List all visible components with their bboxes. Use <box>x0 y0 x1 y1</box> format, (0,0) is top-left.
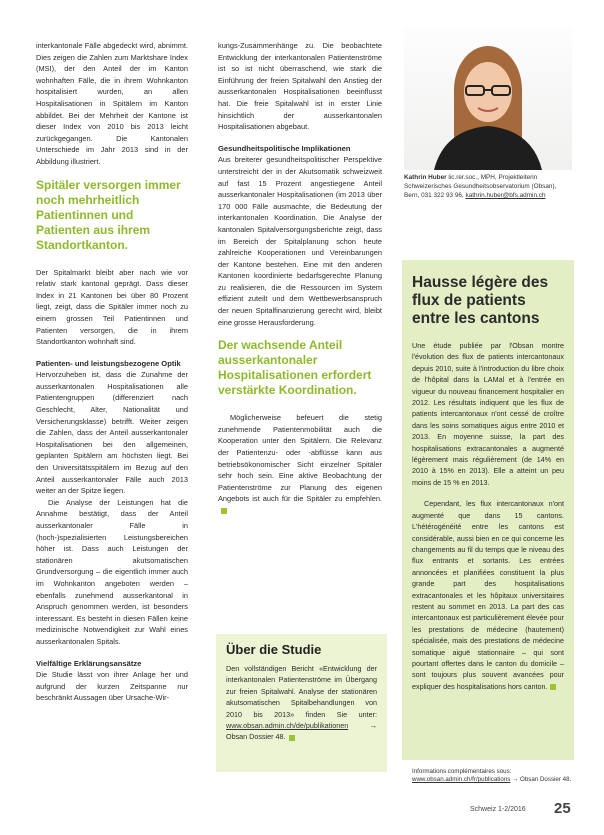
body-paragraph: Aus breiterer gesundheitspolitischer Perspektive unterstreicht der in der Akutsomatik schweizweit auf fast 15 Prozent angestiegene Anteil ausserkantonaler Hospitalisationen (im 2013 über 170 000 Fälle ausmachte, die Bedeutung der interkantonalen Koordination. Die Analyse der kantonalen Spitalversorgungsberichte zeigt, dass im Bereich der Spitalplanung schon heute zahlreiche Kooperationen und Vereinbarungen der Kantone bestehen. Eine mit den anderen Kantonen koordinierte bedarfsgerechte Planung zu realisieren, die die Ressourcen im System effizient zuteilt und dem Wettbewerbsanspruch der neuen Spitalfinanzierung gerecht wird, bleibt eine grosse Herausforderung. <box>218 155 382 327</box>
section-heading: Vielfältige Erklärungsansätze <box>36 658 142 668</box>
author-name: Kathrin Huber <box>404 174 447 181</box>
end-mark-icon <box>221 508 227 514</box>
body-text: Möglicherweise befeuert die stetig zunehmende Patientenmobilität auch die Kooperation unter den Spitälern. Die Relevanz der Patientenzu- oder -abflüsse kann aus betriebsökonomischer Sicht einzelner Spitäler sehr hoch sein. Eine aktive Beobachtung der Patientenströme zur Planung des eigenen Angebots ist auch für die Spitäler zu empfehlen. <box>218 413 382 504</box>
body-paragraph: interkantonale Fälle abgedeckt wird, abnimmt. Dies zeigen die Zahlen zum Marktshare Index (MSI), der den Anteil der im Kanton wohnhaften Fälle, die in ihrem Wohnkanton hospitalisiert wurden, an allen Hospitalisationen in Spitälern im Kanton abbildet. Bei der Mehrheit der Kantone ist dieser Index von 2010 bis 2013 leicht zurückgegangen. Die Kantonalen Unterschiede im Jahr 2013 sind in der Abbildung illustriert. <box>36 41 188 166</box>
section-heading: Gesundheitspolitische Implikationen <box>218 143 351 153</box>
study-text: Den vollständigen Bericht «Entwicklung der interkantonalen Patientenströme im Übergang zur freien Spitalwahl. Analyse der stationären akutsomatischen Spitalbehandlungen von 2010 bis 2013» finden Sie unter: <box>226 664 377 719</box>
section-heading: Patienten- und leistungsbezogene Optik <box>36 358 181 368</box>
pull-quote: Spitäler versorgen immer noch mehrheitlich Patientinnen und Patienten aus ihrem Standortkanton. <box>36 177 181 252</box>
source-note <box>412 768 572 785</box>
body-paragraph: Die Studie lässt von ihrer Anlage her und aufgrund der kurzen Zeitspanne nur beschränkt Aussagen über Ursache-Wir- <box>36 670 188 703</box>
column-1 <box>36 40 188 714</box>
study-info-box <box>216 634 387 772</box>
french-summary-box <box>402 260 574 760</box>
body-paragraph: Der Spitalmarkt bleibt aber nach wie vor relativ stark kantonal geprägt. Dass dieser Index in 21 Kantonen bei über 80 Prozent liegt, zeigt, dass die Spitäler immer noch zu einem grossen Teil Patientinnen und Patienten versorgen, die in ihrem Standortkanton wohnhaft sind. <box>36 267 188 347</box>
page-number: 25 <box>554 800 571 817</box>
author-details: lic.rer.soc., MPH, Projektleiterin Schweizerisches Gesundheitsobservatorium (Obsan), Bern, <box>404 174 557 199</box>
study-text-end: → Obsan Dossier 48. <box>226 721 377 742</box>
pull-quote: Der wachsende Anteil ausserkantonaler Hospitalisationen erfordert verstärkte Koordination. <box>218 338 372 398</box>
body-paragraph: Hervorzuheben ist, dass die Zunahme der ausserkantonalen Hospitalisationen alle Patientengruppen (differenziert nach Geschlecht, Alter, Nationalität und Versicherungsklasse) betrifft. Weiter zeigen die Zahlen, dass der Anteil ausserkantonaler Hospitalisationen bei den allgemeinen, geplanten Spitälern am höchsten liegt. Bei den Universitätsspitälern im Bezug auf den Anteil ausserkantonaler Fälle auch 2013 weiter an der Spitze liegen. <box>36 370 188 496</box>
author-portrait <box>404 28 572 170</box>
study-box-text <box>226 663 377 743</box>
body-paragraph: kungs-Zusammenhänge zu. Die beobachtete Entwicklung der interkantonalen Patientenströme ist so ist nicht überraschend, wie stark die Einführung der freien Spitalwahl den Anstieg der ausserkantonalen Hospitalisationen beeinflusst hat. Die freie Spitalwahl ist in erster Linie hinsichtlich der ausserkantonalen Hospitalisationen abgebaut. <box>218 41 382 132</box>
end-mark-icon <box>289 735 295 741</box>
french-box-title: Hausse légère des flux de patients entre les cantons <box>412 274 549 327</box>
french-paragraph: Une étude publiée par l'Obsan montre l'évolution des flux de patients intercantonaux depuis 2010, suite à l'introduction du libre choix de l'hôpital dans la LAMal et à l'entrée en vigueur du nouveau financement hospitalier en 2012. Les résultats indiquent que les flux de patients intercantonaux n'ont cessé de croître dans les soins somatiques aigus entre 2010 et 2013. En moyenne suisse, la part des hospitalisations extracantonales a augmenté légèrement mais régulièrement (de 14% en 2010 à 15% en 2013). Elle a atteint un peu moins de 15 % en 2013. <box>412 341 564 487</box>
portrait-image <box>404 28 572 170</box>
portrait-caption <box>404 174 572 200</box>
source-text: Informations complémentaires sous: <box>412 768 512 775</box>
french-text: Cependant, les flux intercantonaux n'ont augmenté que dans 15 cantons. L'hétérogénéité entre les cantons est considérable, aussi bien en ce qui concerne les changements au fil du temps que le niveau des flux entrants et sortants. Les entrées annoncées et planifiées constituent la plus grande part des hospitalisations extracantonales et les hôpitaux universitaires restent au sommet en 2013. La part des cas intercantonaux est particulièrement élevée pour les prestations de médecine (hautement) spécialisée, mais des prestations de médecine somatique aiguë stationnaire – qui sont pourtant offertes dans le canton du domicile – sont toujours plus souvent avancées pour expliquer des hospitalisations hors canton. <box>412 499 564 691</box>
study-box-title: Über die Studie <box>226 642 322 657</box>
body-paragraph <box>218 412 382 516</box>
french-paragraph <box>412 498 564 692</box>
footer-publication: Schweiz 1-2/2016 <box>470 806 526 813</box>
body-paragraph: Die Analyse der Leistungen hat die Annahme bestätigt, dass der Anteil ausserkantonaler Fälle in (hoch-)spezialisierten Leistungsbereichen höher ist. Dass auch Leistungen der stationären akutsomatischen Grundversorgung – die eigentlich immer auch im Wohnkanton angeboten werden – ebenfalls zunehmend ausserkantonal in Anspruch genommen werden, ist besonders interessant. Es besteht in diesen Fällen keine medizinische Notwendigkeit zur Wahl eines ausserkantonalen Spitals. <box>36 497 188 646</box>
source-link[interactable]: www.obsan.admin.ch/fr/publications <box>412 776 511 784</box>
column-2 <box>218 40 382 527</box>
author-email-link[interactable]: kathrin.huber@bfs.admin.ch <box>465 191 546 199</box>
source-end: → Obsan Dossier 48. <box>512 776 572 784</box>
end-mark-icon <box>550 684 556 690</box>
study-link[interactable]: www.obsan.admin.ch/de/publikationen <box>226 721 349 731</box>
author-phone: 031 322 93 96, <box>421 191 464 199</box>
